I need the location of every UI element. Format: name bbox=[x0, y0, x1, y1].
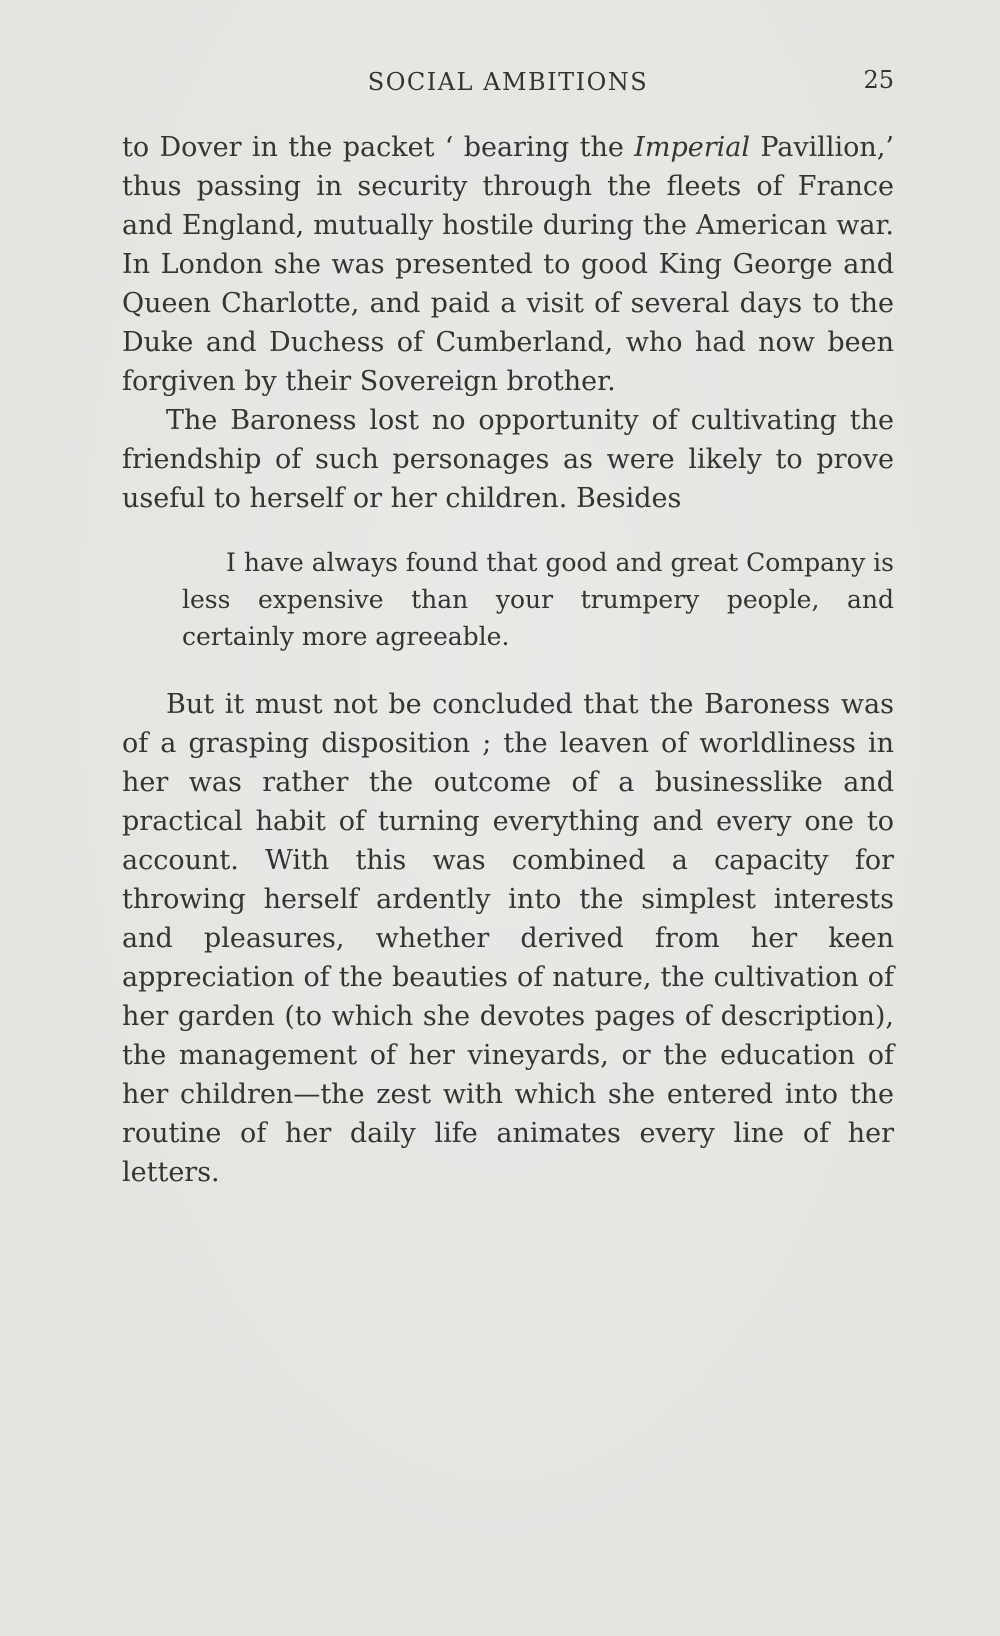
paragraph-1-italic: Imperial bbox=[634, 132, 750, 163]
paragraph-1-after-italic: Pavillion,’ thus passing in security through the fleets of France and England, mutually hostile during the American war. In London she was presented to good King George and Queen Charlotte, and paid a visit of several days to the Duke and Duchess of Cumberland, who had now been forgiven by their Sovereign brother. bbox=[122, 132, 894, 397]
paragraph-1-before-italic: to Dover in the packet ‘ bearing the bbox=[122, 132, 635, 163]
block-quote: I have always found that good and great Company is less expensive than your trumpery people, and certainly more agreeable. bbox=[182, 548, 894, 651]
running-title: SOCIAL AMBITIONS bbox=[367, 68, 649, 96]
running-head bbox=[122, 66, 894, 106]
body-text bbox=[122, 128, 894, 1192]
paragraph-2: The Baroness lost no opportunity of cultivating the friendship of such personages as were likely to prove useful to herself or her children. Besides bbox=[122, 405, 894, 514]
paragraph-1 bbox=[122, 128, 894, 401]
page-number: 25 bbox=[863, 66, 894, 94]
paragraph-3: But it must not be concluded that the Baroness was of a grasping disposition ; the leaven of worldliness in her was rather the outcome of a businesslike and practical habit of turning everything and every one to account. With this was combined a capacity for throwing herself ardently into the simplest interests and pleasures, whether derived from her keen appreciation of the beauties of nature, the cultivation of her garden (to which she devotes pages of description), the management of her vineyards, or the education of her children—the zest with which she entered into the routine of her daily life animates every line of her letters. bbox=[122, 689, 894, 1188]
